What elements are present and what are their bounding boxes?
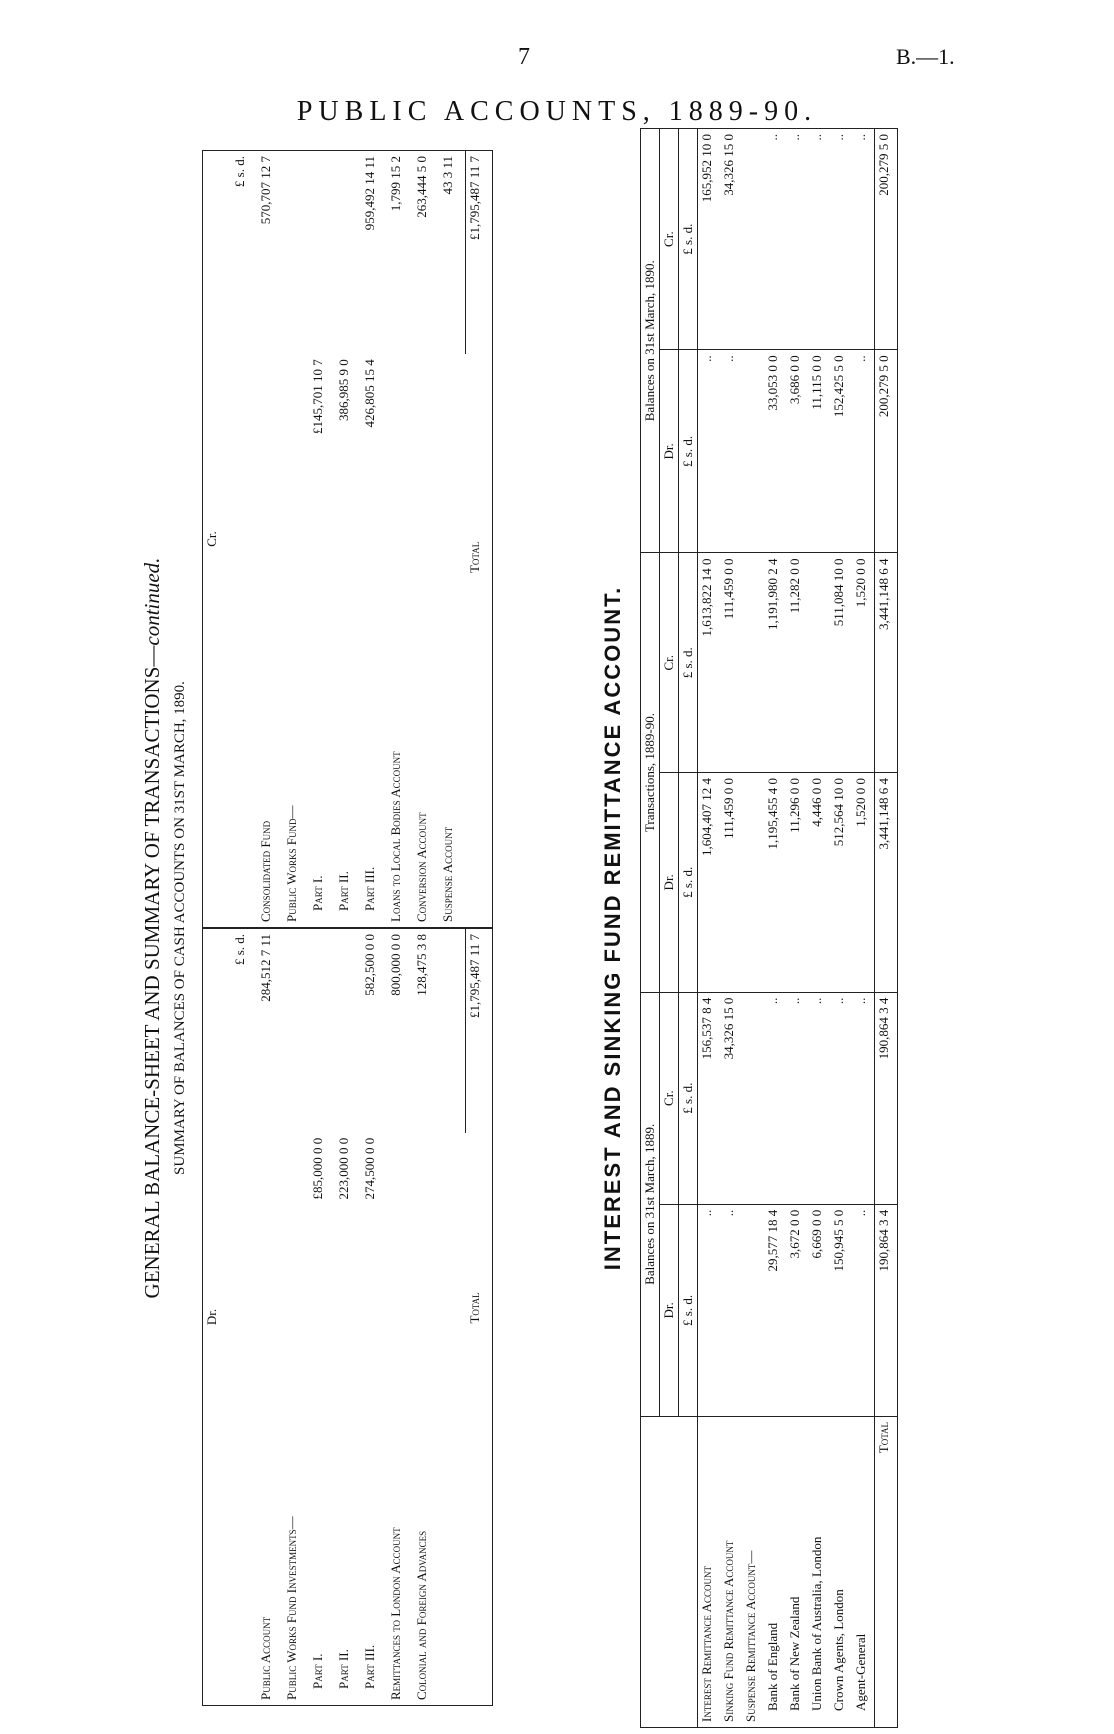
cr-row-label: Conversion Account: [413, 537, 439, 928]
row-label: Suspense Remittance Account—: [742, 1417, 764, 1728]
dr-row-sub: [257, 1133, 283, 1288]
cell-b89-dr: 6,669 0 0: [808, 1204, 830, 1416]
cell-b90-dr: ..: [698, 350, 721, 553]
cell-t-cr: 11,282 0 0: [786, 553, 808, 773]
balance-sheet-block: [140, 150, 525, 1706]
cell-b89-dr: 150,945 5 0: [830, 1204, 852, 1416]
cell-b89-cr: ..: [830, 992, 852, 1204]
cell-b90-dr: ..: [852, 350, 875, 553]
dr-row-total: 800,000 0 0: [388, 933, 403, 996]
lsd-header: £ s. d.: [679, 992, 698, 1204]
table-row: [413, 151, 439, 1706]
dr-header: Dr.: [660, 350, 679, 553]
cell-b90-dr: ..: [720, 350, 742, 553]
cell-b90-dr: 33,053 0 0: [764, 350, 786, 553]
cell-b90-cr: 165,952 10 0: [698, 129, 721, 350]
cell-t-dr: 11,296 0 0: [786, 773, 808, 993]
table-row: [764, 129, 786, 1728]
table-row: [742, 129, 764, 1728]
cr-sub-spacer: [231, 354, 257, 537]
cell-b89-cr: 34,326 15 0: [720, 992, 742, 1204]
table-row: [808, 129, 830, 1728]
cell-b89-cr: ..: [764, 992, 786, 1204]
cell-b89-dr: 3,672 0 0: [786, 1204, 808, 1416]
account-column-header: [641, 1417, 698, 1728]
table-row: [335, 151, 361, 1706]
cr-total-label: Total: [466, 537, 493, 928]
cr-row-total: [335, 151, 361, 355]
dr-blank: [439, 1133, 466, 1288]
cell-b90-cr: 34,326 15 0: [720, 129, 742, 350]
table-row: [309, 151, 335, 1706]
table-row-total: [466, 151, 493, 1706]
balance-sheet-table: [202, 150, 493, 1706]
cell-b90-dr: 152,425 5 0: [830, 350, 852, 553]
cell-b90-dr: 11,115 0 0: [808, 350, 830, 553]
cell-b89-dr: ..: [852, 1204, 875, 1416]
dr-total-value: £1,795,487 11 7: [466, 928, 493, 1133]
cr-row-total: 263,444 5 0: [414, 156, 429, 218]
cell-t-dr: 4,446 0 0: [808, 773, 830, 993]
balance-sheet-title-suffix: continued.: [140, 557, 164, 646]
cell-t-dr: 1,195,455 4 0: [764, 773, 786, 993]
cell-b90-cr: ..: [786, 129, 808, 350]
cell-t-cr: 3,441,148 6 4: [875, 553, 898, 773]
cr-total-value: £1,795,487 11 7: [466, 151, 493, 355]
cr-row-sub: 426,805 15 4: [362, 359, 377, 428]
cell-t-cr: 1,520 0 0: [852, 553, 875, 773]
cell-b89-cr: [742, 992, 764, 1204]
cr-row-label: Part I.: [309, 537, 335, 928]
row-label: Total: [875, 1417, 898, 1728]
cell-b89-dr: [742, 1204, 764, 1416]
dr-header: Dr.: [204, 1308, 219, 1326]
group-header-transactions: Transactions, 1889-90.: [641, 553, 660, 992]
dr-blank: [439, 1287, 466, 1705]
dr-row-total: 128,475 3 8: [414, 933, 429, 996]
lsd-header: £ s. d.: [679, 1204, 698, 1416]
row-label: Bank of New Zealand: [786, 1417, 808, 1728]
dr-row-total: [309, 928, 335, 1133]
row-label: Bank of England: [764, 1417, 786, 1728]
cr-row-sub: [283, 354, 309, 537]
page-title: PUBLIC ACCOUNTS, 1889-90.: [296, 96, 818, 127]
cr-row-label: Part II.: [335, 537, 361, 928]
cell-b90-cr: ..: [830, 129, 852, 350]
lsd-header: £ s. d.: [679, 773, 698, 993]
dr-row-label: Remittances to London Account: [388, 1527, 403, 1700]
cell-t-cr: [742, 553, 764, 773]
cr-row-label: Public Works Fund—: [283, 537, 309, 928]
cell-t-cr: 111,459 0 0: [720, 553, 742, 773]
cell-b90-cr: ..: [852, 129, 875, 350]
dr-row-sub: [283, 1133, 309, 1288]
cell-b89-cr: ..: [808, 992, 830, 1204]
cell-t-dr: 3,441,148 6 4: [875, 773, 898, 993]
table-row: [283, 151, 309, 1706]
lsd-header: £ s. d.: [679, 350, 698, 553]
cell-t-dr: 1,604,407 12 4: [698, 773, 721, 993]
cr-header: Cr.: [660, 992, 679, 1204]
dr-blank: [439, 928, 466, 1133]
balance-sheet-title: [140, 150, 165, 1706]
cr-header: Cr.: [660, 553, 679, 773]
page-number: 7: [518, 44, 530, 70]
dr-row-sub: [387, 1133, 413, 1288]
cr-lsd: £ s. d.: [232, 156, 247, 188]
cell-b90-dr: 3,686 0 0: [786, 350, 808, 553]
lsd-header: £ s. d.: [679, 553, 698, 773]
cr-row-total: 1,799 15 2: [388, 156, 403, 212]
cell-t-cr: 1,191,980 2 4: [764, 553, 786, 773]
cell-b90-cr: ..: [808, 129, 830, 350]
dr-lsd: £ s. d.: [232, 933, 247, 966]
cr-row-sub: [413, 354, 439, 537]
dr-row-sub: [413, 1133, 439, 1288]
dr-row-total: 284,512 7 11: [258, 933, 273, 1002]
row-label: Union Bank of Australia, London: [808, 1417, 830, 1728]
table-row-total: [875, 129, 898, 1728]
cr-header: Cr.: [660, 129, 679, 350]
cell-b89-cr: 156,537 8 4: [698, 992, 721, 1204]
table-row: [698, 129, 721, 1728]
cell-t-cr: 1,613,822 14 0: [698, 553, 721, 773]
cr-row-sub: [387, 354, 413, 537]
cr-row-total: [283, 151, 309, 355]
row-label: Crown Agents, London: [830, 1417, 852, 1728]
dr-row-total: [283, 928, 309, 1133]
cell-b89-dr: 190,864 3 4: [875, 1204, 898, 1416]
dr-header: Dr.: [660, 1204, 679, 1416]
cr-row-sub: [257, 354, 283, 537]
dr-row-label: Part II.: [336, 1649, 351, 1689]
cell-t-dr: 512,564 10 0: [830, 773, 852, 993]
table-row: [786, 129, 808, 1728]
cr-row-total: [309, 151, 335, 355]
cr-row-sub: [439, 354, 466, 537]
cell-t-dr: 111,459 0 0: [720, 773, 742, 993]
balance-sheet-title-text: GENERAL BALANCE-SHEET AND SUMMARY OF TRANSACTIONS—: [140, 645, 164, 1299]
cr-header: Cr.: [203, 151, 232, 928]
row-label: Sinking Fund Remittance Account: [720, 1417, 742, 1728]
dr-spacer: [231, 1287, 257, 1705]
dr-row-label: Public Account: [258, 1616, 273, 1700]
cell-t-cr: [808, 553, 830, 773]
remittance-block: [600, 128, 975, 1728]
cell-b90-cr: ..: [764, 129, 786, 350]
cr-row-total: 570,707 12 7: [258, 156, 273, 225]
cell-b89-cr: ..: [786, 992, 808, 1204]
cell-b89-dr: ..: [698, 1204, 721, 1416]
cr-row-total: 43 3 11: [440, 156, 455, 195]
cr-spacer: [231, 537, 257, 928]
row-label: Agent-General: [852, 1417, 875, 1728]
cell-b89-cr: ..: [852, 992, 875, 1204]
dr-row-total: [335, 928, 361, 1133]
dr-row-sub: £85,000 0 0: [310, 1137, 325, 1200]
dr-total-label: Total: [466, 1292, 482, 1324]
table-row: [257, 151, 283, 1706]
group-header-balances-1890: Balances on 31st March, 1890.: [641, 129, 660, 553]
cr-row-label: Loans to Local Bodies Account: [387, 537, 413, 928]
cr-row-sub: £145,701 10 7: [310, 359, 325, 434]
dr-total-sub: [466, 1133, 493, 1288]
cr-row-label: Part III.: [361, 537, 387, 928]
dr-row-sub: 223,000 0 0: [336, 1137, 351, 1200]
group-header-balances-1889: Balances on 31st March, 1889.: [641, 992, 660, 1416]
cr-row-label: Suspense Account: [439, 537, 466, 928]
cr-row-sub: 386,985 9 0: [336, 359, 351, 421]
dr-row-sub: 274,500 0 0: [362, 1137, 377, 1200]
table-row: [361, 151, 387, 1706]
dr-row-label: Colonial and Foreign Advances: [414, 1530, 429, 1700]
page-reference: B.—1.: [896, 44, 955, 69]
cell-b90-dr: 200,279 5 0: [875, 350, 898, 553]
cell-t-dr: 1,520 0 0: [852, 773, 875, 993]
dr-row-total: 582,500 0 0: [362, 933, 377, 996]
table-row: [852, 129, 875, 1728]
cr-row-total: 959,492 14 11: [362, 156, 377, 231]
dr-row-label: Part I.: [310, 1653, 325, 1689]
lsd-header: £ s. d.: [679, 129, 698, 350]
remittance-title: INTEREST AND SINKING FUND REMITTANCE ACCOUNT.: [600, 585, 625, 1271]
dr-sub-spacer: [231, 1133, 257, 1288]
cell-b90-cr: [742, 129, 764, 350]
table-row: [830, 129, 852, 1728]
cell-b89-dr: ..: [720, 1204, 742, 1416]
table-row: [387, 151, 413, 1706]
table-row: [720, 129, 742, 1728]
remittance-table: [640, 128, 898, 1728]
balance-sheet-subtitle: SUMMARY OF BALANCES OF CASH ACCOUNTS ON 31ST MARCH, 1890.: [172, 681, 188, 1175]
cr-row-label: Consolidated Fund: [257, 537, 283, 928]
cell-t-dr: [742, 773, 764, 993]
cell-b89-cr: 190,864 3 4: [875, 992, 898, 1204]
cell-b89-dr: 29,577 18 4: [764, 1204, 786, 1416]
cr-total-sub: [466, 354, 493, 537]
cell-b90-cr: 200,279 5 0: [875, 129, 898, 350]
cell-b90-dr: [742, 350, 764, 553]
dr-row-label: Public Works Fund Investments—: [284, 1516, 299, 1700]
cell-t-cr: 511,084 10 0: [830, 553, 852, 773]
dr-row-label: Part III.: [362, 1644, 377, 1689]
row-label: Interest Remittance Account: [698, 1417, 721, 1728]
dr-header: Dr.: [660, 773, 679, 993]
table-row: [439, 151, 466, 1706]
